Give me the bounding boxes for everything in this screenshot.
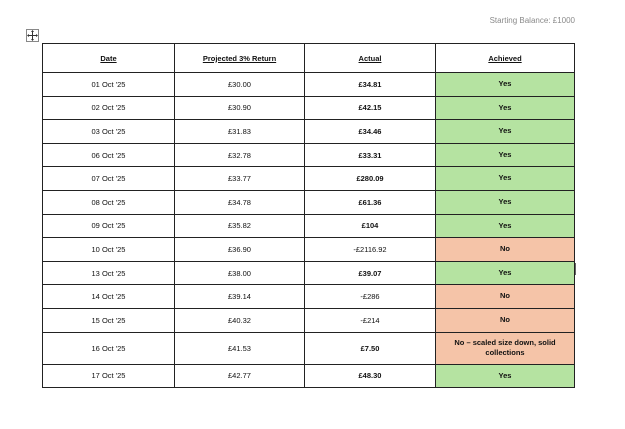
cell-achieved[interactable]: Yes [436,73,575,97]
cell-achieved[interactable]: No [436,308,575,332]
cell-projected-return[interactable]: £42.77 [175,364,305,388]
cell-achieved[interactable]: Yes [436,167,575,191]
cell-projected-return[interactable]: £30.90 [175,96,305,120]
starting-balance: Starting Balance: £1000 [489,16,575,25]
cell-date[interactable]: 17 Oct '25 [43,364,175,388]
table-row [43,364,575,388]
cell-actual[interactable]: £42.15 [305,96,436,120]
cell-projected-return[interactable]: £41.53 [175,332,305,364]
cell-date[interactable]: 13 Oct '25 [43,261,175,285]
cell-achieved[interactable]: No [436,238,575,262]
cell-projected-return[interactable]: £35.82 [175,214,305,238]
cell-achieved[interactable]: Yes [436,364,575,388]
cell-actual[interactable]: £280.09 [305,167,436,191]
cell-actual[interactable]: £39.07 [305,261,436,285]
text-cursor [575,263,576,275]
cell-date[interactable]: 10 Oct '25 [43,238,175,262]
header-actual[interactable]: Actual [305,44,436,73]
cell-actual[interactable]: £7.50 [305,332,436,364]
cell-date[interactable]: 07 Oct '25 [43,167,175,191]
cell-achieved[interactable]: Yes [436,261,575,285]
table-row [43,73,575,97]
cell-date[interactable]: 02 Oct '25 [43,96,175,120]
table-row [43,214,575,238]
returns-table[interactable] [42,43,575,388]
cell-achieved[interactable]: Yes [436,214,575,238]
table-row [43,190,575,214]
cell-achieved[interactable]: No [436,285,575,309]
cell-projected-return[interactable]: £38.00 [175,261,305,285]
table-row [43,167,575,191]
cell-date[interactable]: 08 Oct '25 [43,190,175,214]
cell-date[interactable]: 14 Oct '25 [43,285,175,309]
table-header-row [43,44,575,73]
cell-projected-return[interactable]: £32.78 [175,143,305,167]
cell-actual[interactable]: £61.36 [305,190,436,214]
cell-actual[interactable]: £33.31 [305,143,436,167]
table-move-handle-icon[interactable] [26,29,39,42]
cell-date[interactable]: 09 Oct '25 [43,214,175,238]
cell-date[interactable]: 06 Oct '25 [43,143,175,167]
header-projected-return[interactable]: Projected 3% Return [175,44,305,73]
cell-projected-return[interactable]: £31.83 [175,120,305,144]
cell-projected-return[interactable]: £36.90 [175,238,305,262]
table-row [43,143,575,167]
cell-actual[interactable]: £48.30 [305,364,436,388]
table-row [43,285,575,309]
cell-date[interactable]: 16 Oct '25 [43,332,175,364]
table-row [43,120,575,144]
cell-projected-return[interactable]: £30.00 [175,73,305,97]
cell-achieved[interactable]: Yes [436,143,575,167]
table-body [43,73,575,388]
table-row [43,308,575,332]
cell-achieved[interactable]: Yes [436,120,575,144]
cell-projected-return[interactable]: £33.77 [175,167,305,191]
table-row [43,261,575,285]
table-row [43,332,575,364]
cell-date[interactable]: 01 Oct '25 [43,73,175,97]
cell-achieved[interactable]: No – scaled size down, solid collections [436,332,575,364]
cell-achieved[interactable]: Yes [436,190,575,214]
cell-date[interactable]: 15 Oct '25 [43,308,175,332]
table-row [43,96,575,120]
cell-date[interactable]: 03 Oct '25 [43,120,175,144]
header-date[interactable]: Date [43,44,175,73]
cell-actual[interactable]: -£214 [305,308,436,332]
cell-actual[interactable]: £34.46 [305,120,436,144]
cell-projected-return[interactable]: £39.14 [175,285,305,309]
cell-projected-return[interactable]: £34.78 [175,190,305,214]
cell-actual[interactable]: -£286 [305,285,436,309]
cell-actual[interactable]: -£2116.92 [305,238,436,262]
cell-actual[interactable]: £104 [305,214,436,238]
cell-projected-return[interactable]: £40.32 [175,308,305,332]
header-achieved[interactable]: Achieved [436,44,575,73]
cell-actual[interactable]: £34.81 [305,73,436,97]
table-row [43,238,575,262]
cell-achieved[interactable]: Yes [436,96,575,120]
